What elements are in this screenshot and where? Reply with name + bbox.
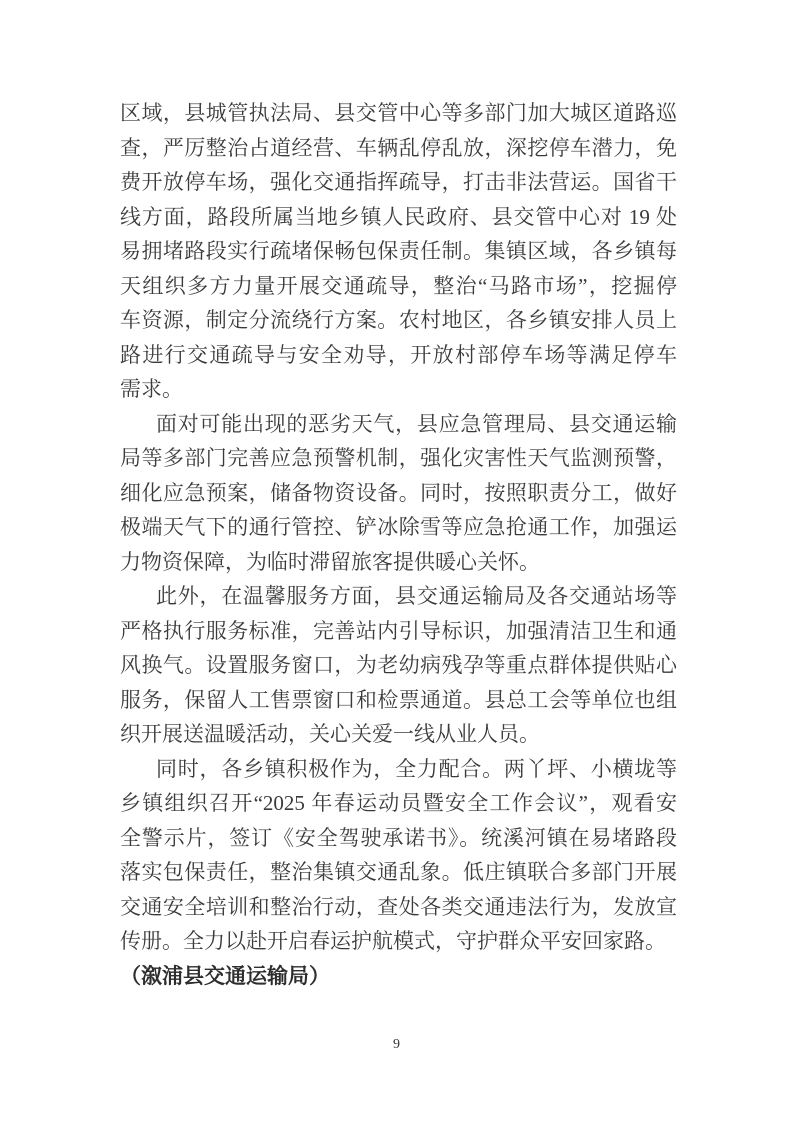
text-line: 全警示片，签订《安全驾驶承诺书》。统溪河镇在易堵路段	[120, 825, 677, 850]
text-line: 传册。全力以赴开启春运护航模式，守护群众平安回家路。	[120, 929, 666, 953]
text-line: 路进行交通疏导与安全劝导，开放村部停车场等满足停车	[120, 342, 677, 367]
text-line: 需求。	[120, 377, 183, 401]
document-body	[120, 96, 677, 993]
text-line: 落实包保责任，整治集镇交通乱象。低庄镇联合多部门开展	[120, 860, 677, 884]
text-line: 细化应急预案，储备物资设备。同时，按照职责分工，做好	[120, 480, 677, 505]
text-line: 面对可能出现的恶劣天气，县应急管理局、县交通运输	[156, 411, 677, 436]
text-line: 车资源，制定分流绕行方案。农村地区，各乡镇安排人员上	[120, 308, 677, 332]
text-line: 同时，各乡镇积极作为，全力配合。两丫坪、小横垅等	[156, 756, 677, 781]
text-line: 此外，在温馨服务方面，县交通运输局及各交通站场等	[156, 584, 677, 608]
text-line: （溆浦县交通运输局）	[120, 963, 330, 988]
text-line: 服务，保留人工售票窗口和检票通道。县总工会等单位也组	[120, 687, 677, 712]
text-line: 易拥堵路段实行疏堵保畅包保责任制。集镇区域，各乡镇每	[120, 239, 677, 263]
text-line: 力物资保障，为临时滞留旅客提供暖心关怀。	[120, 549, 540, 574]
text-line: 局等多部门完善应急预警机制，强化灾害性天气监测预警，	[120, 446, 677, 470]
page-number: 9	[393, 1037, 400, 1052]
text-line: 天组织多方力量开展交通疏导，整治“马路市场”，挖掘停	[120, 273, 677, 298]
text-line: 查，严厉整治占道经营、车辆乱停乱放，深挖停车潜力，免	[120, 135, 677, 160]
text-line: 风换气。设置服务窗口，为老幼病残孕等重点群体提供贴心	[120, 653, 677, 677]
text-line: 严格执行服务标准，完善站内引导标识，加强清洁卫生和通	[120, 618, 677, 643]
text-line: 费开放停车场，强化交通指挥疏导，打击非法营运。国省干	[120, 170, 677, 194]
text-line: 交通安全培训和整治行动，查处各类交通违法行为，发放宣	[120, 894, 677, 919]
text-line: 乡镇组织召开“2025 年春运动员暨安全工作会议”，观看安	[120, 791, 677, 815]
text-line: 线方面，路段所属当地乡镇人民政府、县交管中心对 19 处	[120, 204, 677, 229]
text-line: 区域，县城管执法局、县交管中心等多部门加大城区道路巡	[120, 101, 677, 125]
text-line: 织开展送温暖活动，关心关爱一线从业人员。	[120, 722, 540, 746]
text-line: 极端天气下的通行管控、铲冰除雪等应急抢通工作，加强运	[120, 515, 677, 539]
